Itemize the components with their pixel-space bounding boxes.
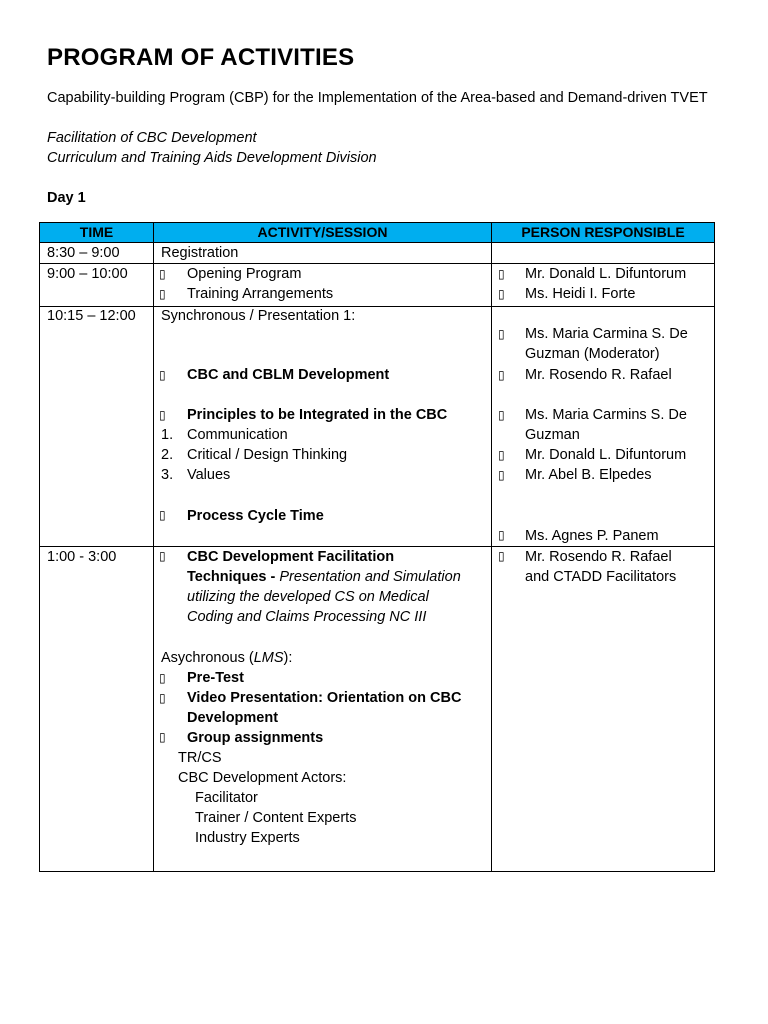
row1-time: 8:30 – 9:00 (47, 245, 120, 261)
table-col-divider (491, 222, 492, 872)
bullet-icon: ▯ (498, 528, 505, 542)
bullet-icon: ▯ (159, 267, 166, 281)
program-focus: Facilitation of CBC Development (47, 130, 257, 146)
row4-item-facilitation: CBC Development Facilitation (187, 549, 395, 565)
list-number: 1. (161, 427, 174, 443)
row1-activity: Registration (161, 245, 239, 261)
column-header-activity: ACTIVITY/SESSION (257, 224, 388, 240)
row2-time: 9:00 – 10:00 (47, 266, 128, 282)
row3-person-4: Mr. Donald L. Difuntorum (525, 447, 687, 463)
column-header-time: TIME (79, 224, 114, 240)
table-border-right (714, 222, 715, 872)
row4-techniques-label: Techniques - (187, 569, 276, 585)
row3-sub-values: Values (187, 467, 231, 483)
row4-techniques-desc-3: Coding and Claims Processing NC III (187, 609, 427, 625)
column-header-person: PERSON RESPONSIBLE (521, 224, 685, 240)
bullet-icon: ▯ (498, 549, 505, 563)
row3-intro: Synchronous / Presentation 1: (161, 308, 356, 324)
row4-actor-industry: Industry Experts (195, 830, 300, 846)
bullet-icon: ▯ (498, 267, 505, 281)
row2-person-2: Ms. Heidi I. Forte (525, 286, 636, 302)
row3-person-1a: Ms. Maria Carmina S. De (525, 326, 688, 342)
page-title: PROGRAM OF ACTIVITIES (47, 44, 355, 71)
row3-sub-communication: Communication (187, 427, 288, 443)
row4-person-a: Mr. Rosendo R. Rafael (525, 549, 672, 565)
bullet-icon: ▯ (159, 368, 166, 382)
bullet-icon: ▯ (159, 730, 166, 744)
row4-actor-facilitator: Facilitator (195, 790, 258, 806)
activities-table (39, 222, 714, 872)
bullet-icon: ▯ (159, 671, 166, 685)
row2-activity-1: Opening Program (187, 266, 302, 282)
bullet-icon: ▯ (498, 408, 505, 422)
row4-actor-trainer: Trainer / Content Experts (195, 810, 357, 826)
row3-item-principles: Principles to be Integrated in the CBC (187, 407, 448, 423)
row2-person-1: Mr. Donald L. Difuntorum (525, 266, 687, 282)
row4-actors: CBC Development Actors: (178, 770, 347, 786)
bullet-icon: ▯ (498, 368, 505, 382)
row3-person-1b: Guzman (Moderator) (525, 346, 660, 362)
row3-person-6: Ms. Agnes P. Panem (525, 528, 659, 544)
table-col-divider (153, 222, 154, 872)
row3-item-cbc-cblm: CBC and CBLM Development (187, 367, 390, 383)
row3-person-3b: Guzman (525, 427, 580, 443)
row4-video-b: Development (187, 710, 279, 726)
bullet-icon: ▯ (498, 287, 505, 301)
bullet-icon: ▯ (159, 691, 166, 705)
bullet-icon: ▯ (159, 508, 166, 522)
row4-item-techniques (187, 567, 461, 587)
row4-time: 1:00 - 3:00 (47, 549, 117, 565)
table-row-divider (39, 242, 715, 243)
row4-pretest: Pre-Test (187, 670, 244, 686)
row4-techniques-desc-2: utilizing the developed CS on Medical (187, 589, 429, 605)
program-subtitle: Capability-building Program (CBP) for the Implementation of the Area-based and Demand-driven TVET (47, 90, 708, 106)
bullet-icon: ▯ (498, 468, 505, 482)
table-border-left (39, 222, 40, 872)
row3-person-2: Mr. Rosendo R. Rafael (525, 367, 672, 383)
bullet-icon: ▯ (159, 287, 166, 301)
bullet-icon: ▯ (498, 327, 505, 341)
row2-activity-2: Training Arrangements (187, 286, 334, 302)
bullet-icon: ▯ (159, 549, 166, 563)
row3-sub-design-thinking: Critical / Design Thinking (187, 447, 348, 463)
table-border-bottom (39, 871, 715, 872)
program-division: Curriculum and Training Aids Development Division (47, 150, 377, 166)
row4-async-label (161, 648, 292, 668)
row3-person-3a: Ms. Maria Carmins S. De (525, 407, 687, 423)
row3-item-process-cycle: Process Cycle Time (187, 508, 324, 524)
row3-person-5: Mr. Abel B. Elpedes (525, 467, 652, 483)
row4-group: Group assignments (187, 730, 324, 746)
row3-time: 10:15 – 12:00 (47, 308, 136, 324)
row4-person-b: and CTADD Facilitators (525, 569, 677, 585)
row4-techniques-desc: Presentation and Simulation (279, 569, 461, 585)
table-row-divider (39, 306, 715, 307)
async-lms: LMS (253, 650, 284, 666)
row4-video-a: Video Presentation: Orientation on CBC (187, 690, 462, 706)
day-label: Day 1 (47, 190, 86, 206)
bullet-icon: ▯ (159, 408, 166, 422)
async-prefix: Asychronous ( (161, 650, 254, 666)
list-number: 2. (161, 447, 174, 463)
bullet-icon: ▯ (498, 448, 505, 462)
row4-trcs: TR/CS (178, 750, 222, 766)
list-number: 3. (161, 467, 174, 483)
async-suffix: ): (283, 650, 293, 666)
